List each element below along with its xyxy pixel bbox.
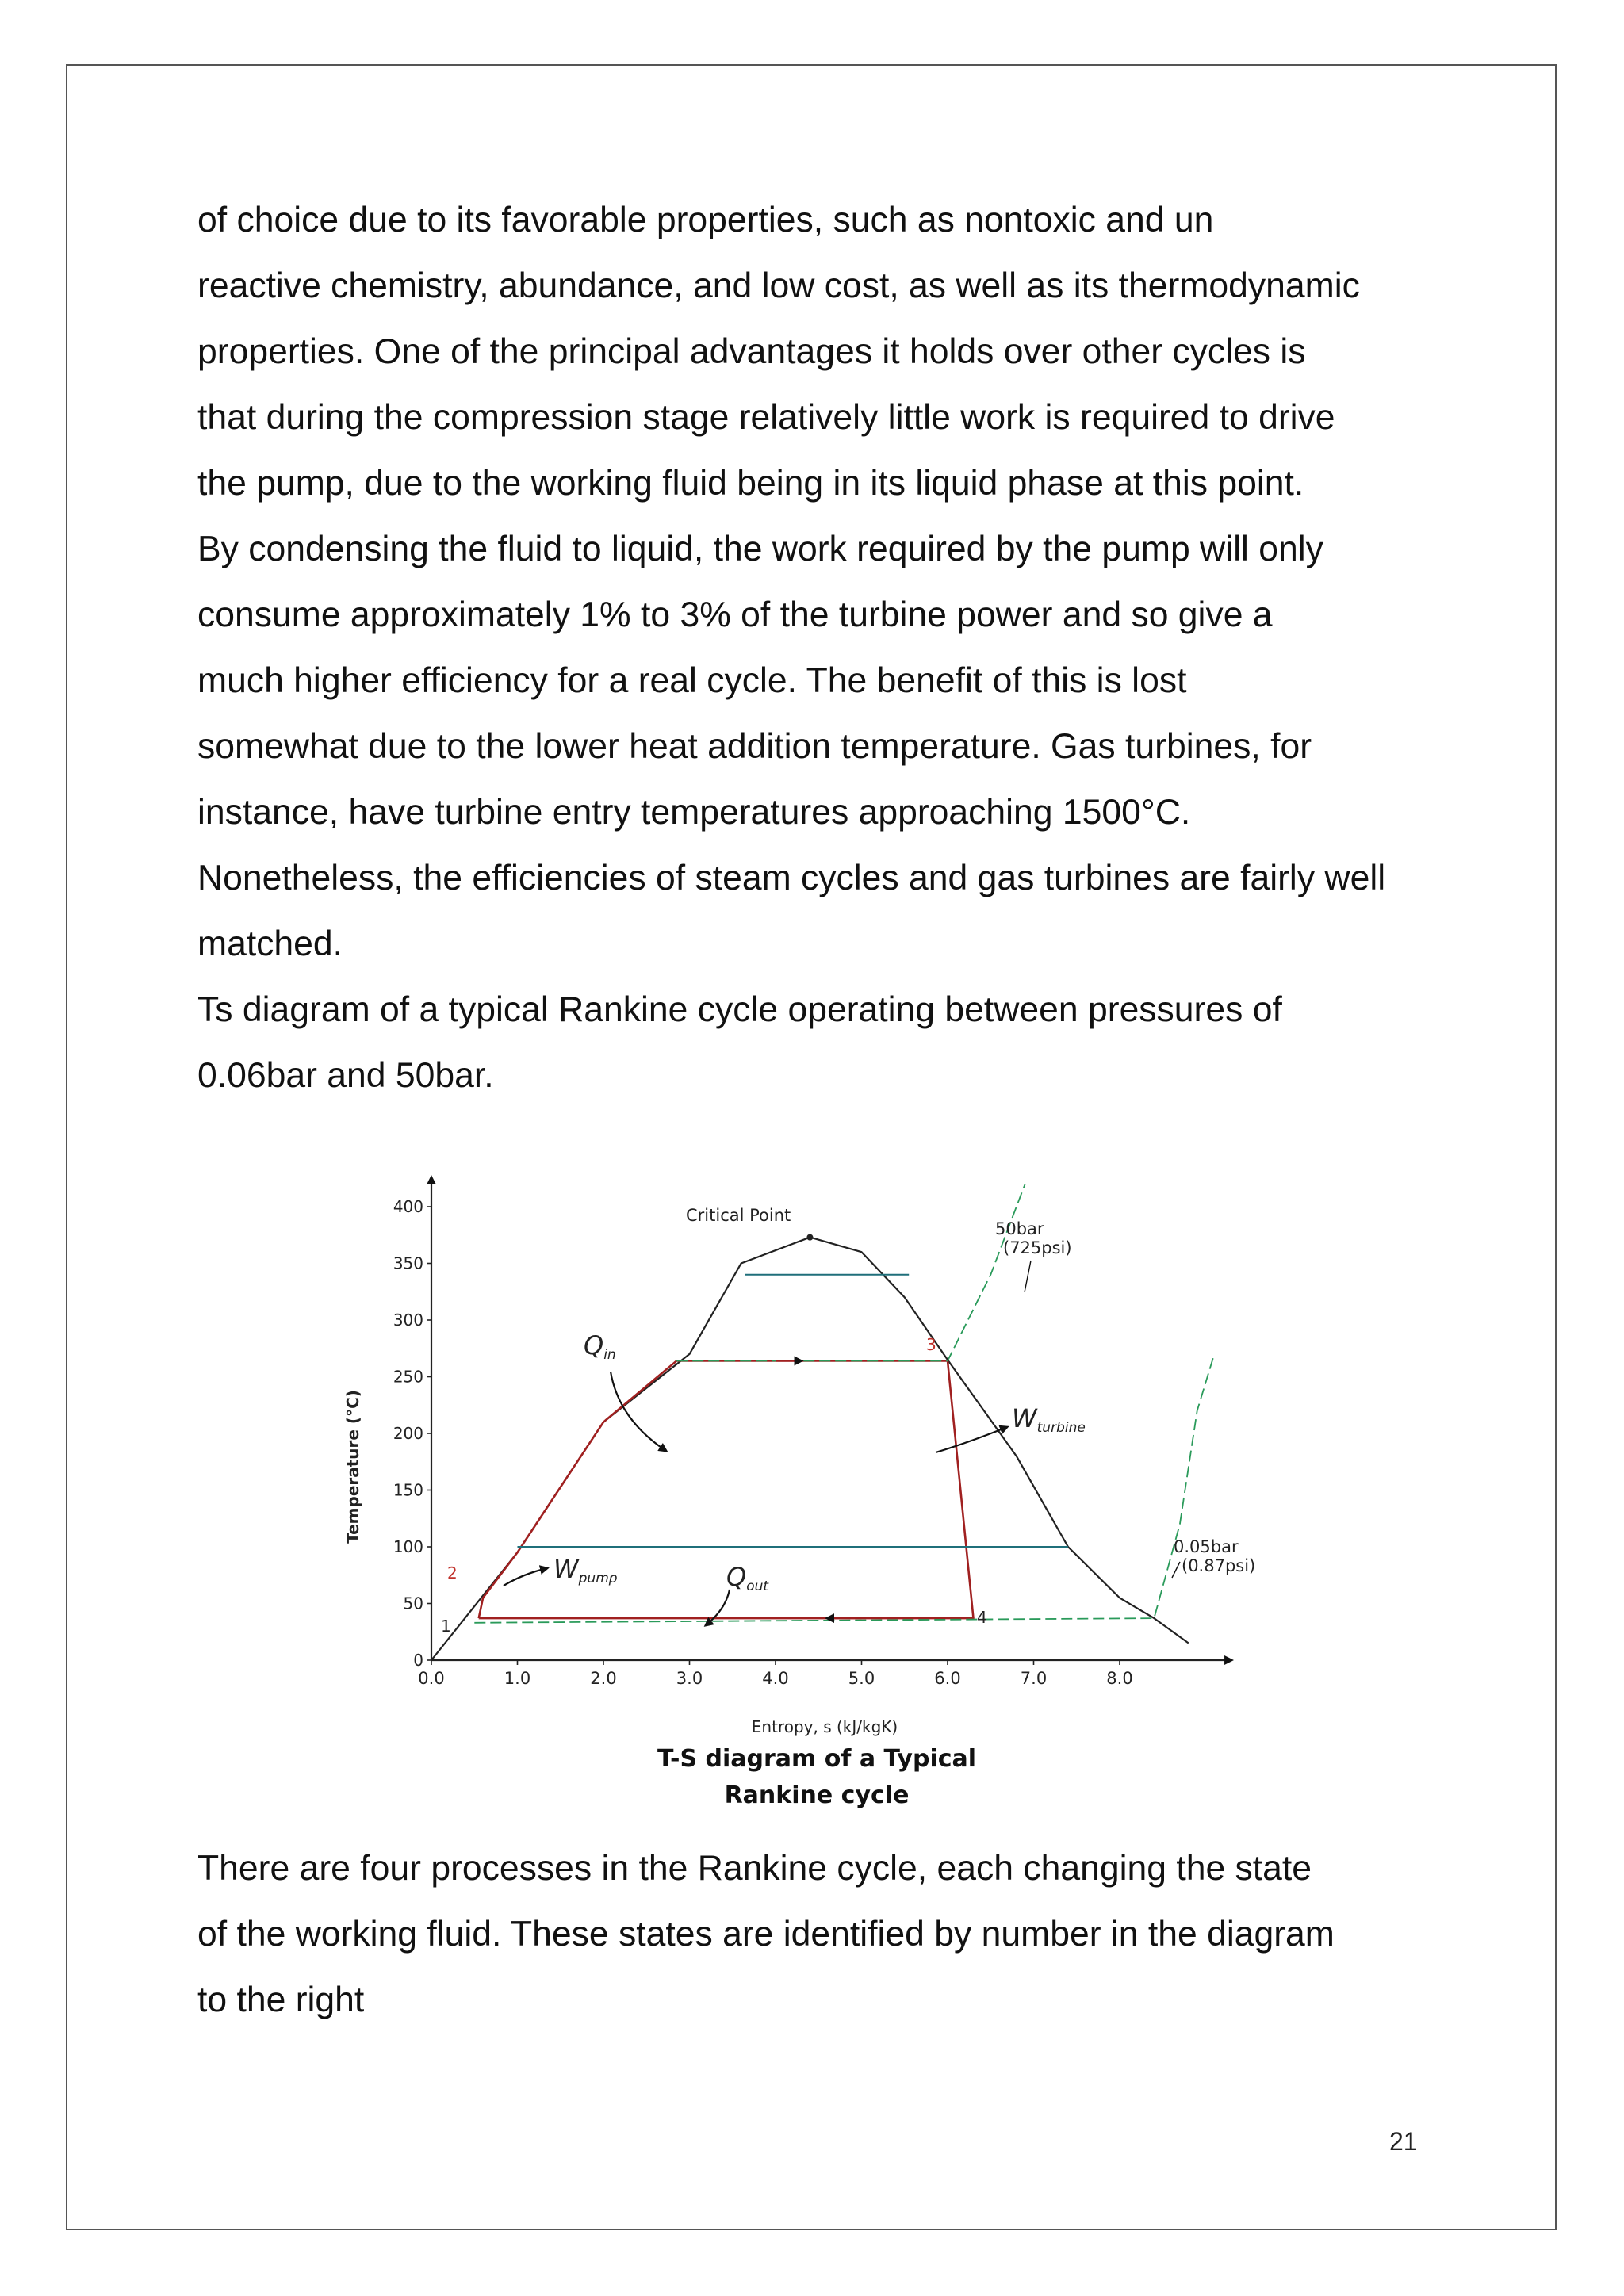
x-tick-label: 5.0 bbox=[848, 1669, 875, 1688]
x-tick-label: 3.0 bbox=[676, 1669, 703, 1688]
page-number: 21 bbox=[1389, 2127, 1418, 2156]
text-line: Ts diagram of a typical Rankine cycle operating between pressures of bbox=[197, 990, 1282, 1029]
q-out-sub: out bbox=[746, 1578, 769, 1594]
q-in-arrow bbox=[611, 1372, 666, 1451]
w-pump-sub: pump bbox=[578, 1571, 618, 1586]
text-line: much higher efficiency for a real cycle. The benefit of this is lost bbox=[197, 661, 1187, 700]
curves bbox=[431, 1184, 1214, 1660]
saturation-dome-curve bbox=[431, 1238, 1189, 1660]
q-in-symbol: Q bbox=[584, 1330, 604, 1360]
w-pump-symbol: W bbox=[553, 1554, 579, 1584]
x-tick-label: 6.0 bbox=[934, 1669, 961, 1688]
y-tick-label: 350 bbox=[393, 1253, 423, 1273]
text-line: that during the compression stage relatively little work is required to drive bbox=[197, 398, 1335, 437]
state-label-2: 2 bbox=[447, 1563, 458, 1582]
text-line: instance, have turbine entry temperatures approaching 1500°C. bbox=[197, 793, 1191, 832]
q-out-symbol: Q bbox=[726, 1562, 747, 1592]
isobar-005bar-psi-label: (0.87psi) bbox=[1182, 1556, 1256, 1575]
text-line: somewhat due to the lower heat addition temperature. Gas turbines, for bbox=[197, 727, 1312, 766]
critical-point-label: Critical Point bbox=[686, 1206, 791, 1225]
x-tick-label: 4.0 bbox=[762, 1669, 789, 1688]
figure-caption bbox=[555, 1741, 1078, 1814]
isobar-50bar-label: 50bar bbox=[995, 1219, 1044, 1238]
x-tick-label: 2.0 bbox=[590, 1669, 617, 1688]
y-tick-label: 0 bbox=[413, 1651, 423, 1670]
y-tick-label: 300 bbox=[393, 1311, 423, 1330]
isobar-50bar-psi-label: (725psi) bbox=[1003, 1238, 1072, 1257]
w-turbine-symbol: W bbox=[1012, 1403, 1037, 1433]
w-turbine-label bbox=[1012, 1403, 1086, 1436]
text-line: to the right bbox=[197, 1980, 365, 2019]
y-axis-label: Temperature (°C) bbox=[343, 1390, 362, 1544]
critical-point-marker bbox=[806, 1234, 813, 1241]
q-out-label bbox=[726, 1562, 769, 1594]
paragraph-2 bbox=[197, 1835, 1482, 2033]
isobar-005bar-label: 0.05bar bbox=[1174, 1537, 1239, 1556]
text-line: the pump, due to the working fluid being in its liquid phase at this point. bbox=[197, 464, 1304, 503]
text-line: 0.06bar and 50bar. bbox=[197, 1056, 494, 1095]
y-tick-label: 200 bbox=[393, 1424, 423, 1443]
w-turbine-sub: turbine bbox=[1036, 1420, 1086, 1436]
y-tick-label: 50 bbox=[403, 1594, 423, 1613]
y-tick-label: 400 bbox=[393, 1197, 423, 1216]
labels bbox=[343, 1206, 1255, 1736]
y-tick-label: 100 bbox=[393, 1537, 423, 1556]
y-tick-label: 250 bbox=[393, 1367, 423, 1387]
text-line: By condensing the fluid to liquid, the work required by the pump will only bbox=[197, 530, 1323, 568]
state-label-3: 3 bbox=[926, 1335, 936, 1354]
x-tick-label: 0.0 bbox=[418, 1669, 445, 1688]
caption-line: T-S diagram of a Typical bbox=[657, 1745, 977, 1773]
state-label-1: 1 bbox=[441, 1617, 451, 1636]
isobar-005bar-leader bbox=[1172, 1562, 1180, 1578]
text-line: properties. One of the principal advantages it holds over other cycles is bbox=[197, 332, 1306, 371]
x-tick-label: 7.0 bbox=[1020, 1669, 1048, 1688]
text-line: consume approximately 1% to 3% of the turbine power and so give a bbox=[197, 595, 1273, 634]
w-turbine-arrow bbox=[936, 1427, 1007, 1452]
text-line: Nonetheless, the efficiencies of steam cycles and gas turbines are fairly well bbox=[197, 859, 1386, 897]
x-axis-label: Entropy, s (kJ/kgK) bbox=[751, 1717, 898, 1736]
paragraph-1 bbox=[197, 187, 1482, 1108]
q-in-label bbox=[584, 1330, 616, 1363]
ts-diagram-svg bbox=[333, 1134, 1285, 1744]
caption-line: Rankine cycle bbox=[724, 1781, 910, 1809]
state-label-4: 4 bbox=[977, 1608, 987, 1627]
y-tick-label: 150 bbox=[393, 1480, 423, 1500]
text-line: There are four processes in the Rankine cycle, each changing the state bbox=[197, 1849, 1312, 1888]
text-line: of choice due to its favorable properties, such as nontoxic and un bbox=[197, 201, 1214, 239]
x-tick-label: 1.0 bbox=[504, 1669, 531, 1688]
isobar-50bar-leader bbox=[1025, 1261, 1031, 1292]
axes bbox=[393, 1177, 1231, 1688]
text-line: of the working fluid. These states are identified by number in the diagram bbox=[197, 1915, 1335, 1954]
ts-diagram bbox=[333, 1134, 1285, 1744]
w-pump-label bbox=[553, 1554, 618, 1586]
q-in-sub: in bbox=[603, 1347, 616, 1363]
text-line: reactive chemistry, abundance, and low cost, as well as its thermodynamic bbox=[197, 266, 1360, 305]
x-tick-label: 8.0 bbox=[1106, 1669, 1133, 1688]
text-line: matched. bbox=[197, 924, 343, 963]
w-pump-arrow bbox=[504, 1568, 547, 1586]
q-out-arrow bbox=[706, 1590, 730, 1625]
